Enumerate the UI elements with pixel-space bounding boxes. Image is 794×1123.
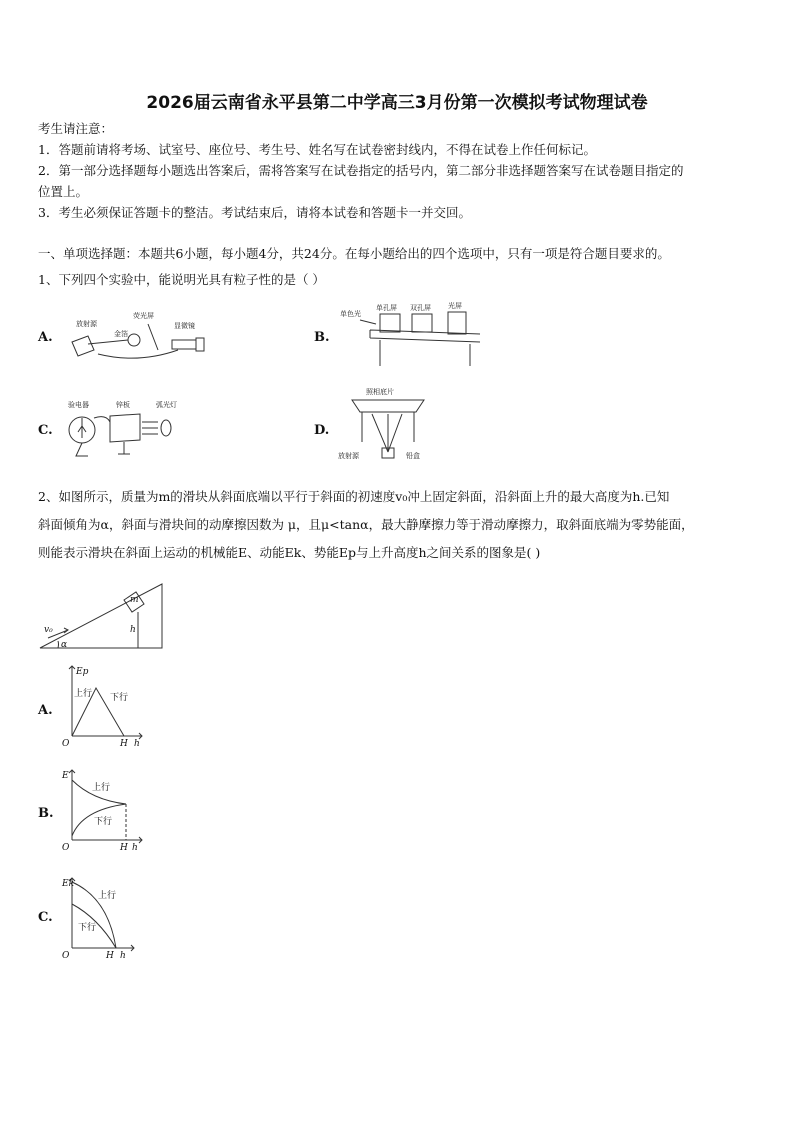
graph-a-down: 下行 [110,693,129,703]
graph-b-origin: O [62,843,70,853]
notice-item-3: 3．考生必须保证答题卡的整洁。考试结束后，请将本试卷和答题卡一并交回。 [38,205,471,220]
graph-c-origin: O [62,951,70,961]
question-1-stem: 1、下列四个实验中，能说明光具有粒子性的是（ ） [38,272,325,287]
label-arc-lamp: 弧光灯 [156,401,177,409]
label-light: 单色光 [340,310,361,318]
notice-heading: 考生请注意： [38,121,114,136]
graph-b-up: 上行 [92,783,111,793]
q1-option-c-label: C. [38,423,53,438]
page-title: 2026届云南省永平县第二中学高三3月份第一次模拟考试物理试卷 [146,93,648,113]
photoelectric-figure [66,398,196,462]
graph-c-ylabel: Ek [62,879,75,889]
label-film: 照相底片 [366,388,394,396]
graph-c-H: H [106,951,114,961]
graph-b [62,766,152,854]
q1-option-d-label: D. [314,423,330,438]
graph-a-H: H [120,739,128,749]
graph-c-x: h [120,951,126,961]
incline [40,584,162,648]
q2-stem-line-1: 2、如图所示，质量为m的滑块从斜面底端以平行于斜面的初速度v₀冲上固定斜面，沿斜面上升的最大高度为h.已知 [38,489,670,504]
label-microscope: 显微镜 [174,322,195,330]
label-double-slit: 双孔屏 [410,304,431,312]
label-electroscope: 验电器 [68,401,89,409]
graph-b-x: h [132,843,138,853]
q2-option-b-label: B. [38,806,54,821]
label-source: 放射源 [76,320,97,328]
q2-stem-line-3: 则能表示滑块在斜面上运动的机械能E、动能Ek、势能Ep与上升高度h之间关系的图象是( ) [38,545,541,560]
question-2-stem [38,486,760,564]
graph-b-H: H [120,843,128,853]
q1-option-b-label: B. [314,330,330,345]
q2-option-a-label: A. [38,703,53,718]
q1-option-a-label: A. [38,330,53,345]
graph-b-ylabel: E [62,771,69,781]
alpha-scattering-figure [68,306,218,364]
label-screen-b: 光屏 [448,302,462,310]
notice-item-2-cont: 位置上。 [38,184,89,199]
graph-c [62,874,142,962]
label-m: m [130,595,139,605]
notice-item-1: 1．答题前请将考场、试室号、座位号、考生号、姓名写在试卷密封线内，不得在试卷上作任何标记。 [38,142,596,157]
graph-b-down: 下行 [94,817,113,827]
label-alpha: α [61,640,68,650]
graph-c-up: 上行 [98,891,117,901]
graph-a-up: 上行 [74,689,93,699]
radiation-figure [338,386,438,466]
label-zinc-plate: 锌板 [116,401,130,409]
label-v0: v₀ [44,625,53,635]
label-single-slit: 单孔屏 [376,304,397,312]
section-heading: 一、单项选择题：本题共6小题，每小题4分，共24分。在每小题给出的四个选项中，只有一项是符合题目要求的。 [38,246,670,261]
notice-item-2: 2．第一部分选择题每小题选出答案后，需将答案写在试卷指定的括号内，第二部分非选择题答案写在试卷题目指定的 [38,163,684,178]
graph-a-x: h [134,739,140,749]
label-h: h [130,625,136,635]
label-lead-box: 铅盒 [406,452,420,460]
label-foil: 金箔 [114,330,128,338]
label-source-d: 放射源 [338,452,359,460]
double-slit-figure [340,300,480,368]
graph-a [62,662,152,750]
q2-stem-line-2: 斜面倾角为α，斜面与滑块间的动摩擦因数为 μ，且μ<tanα，最大静摩擦力等于滑动摩擦力，取斜面底端为零势能面， [38,517,694,532]
incline-figure [38,584,168,654]
graph-c-down: 下行 [78,923,97,933]
graph-a-ylabel: Ep [76,667,89,677]
q2-option-c-label: C. [38,910,53,925]
label-screen: 荧光屏 [133,312,154,320]
graph-a-origin: O [62,739,70,749]
